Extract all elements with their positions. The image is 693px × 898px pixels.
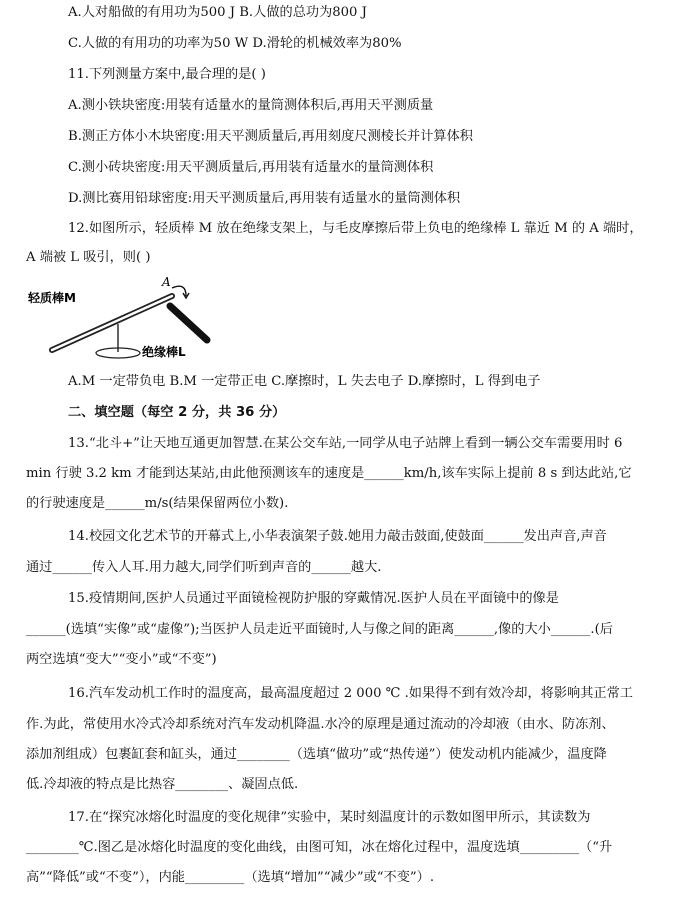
question-15-line2: ______(选填“实像”或“虚像”);当医护人员走近平面镜时,人与像之间的距离______,像的大小______.(后: [26, 622, 613, 637]
line-1: A.人对船做的有用功为500 J B.人做的总功为800 J: [68, 5, 367, 20]
question-14-line2: 通过______传入人耳.用力越大,同学们听到声音的______越大.: [26, 560, 382, 575]
question-16-line3: 添加剂组成）包裹缸套和缸头，通过________（选填“做功”或“热传递”）使发动机内能减少，温度降: [26, 747, 607, 762]
label-rod-l: 绝缘棒L: [142, 345, 186, 359]
electrostatics-figure: [22, 272, 232, 367]
section-heading: 二、填空题（每空 2 分，共 36 分）: [68, 405, 286, 420]
option-11b: B.测正方体小木块密度:用天平测质量后,再用刻度尺测棱长并计算体积: [68, 129, 473, 144]
question-15-line3: 两空选填“变大”“变小”或“不变”): [26, 652, 217, 667]
question-14: 14.校园文化艺术节的开幕式上,小华表演架子鼓.她用力敲击鼓面,使鼓面______发出声音,声音: [68, 529, 607, 544]
question-11: 11.下列测量方案中,最合理的是( ): [68, 67, 266, 82]
question-13: 13.“北斗+”让天地互通更加智慧.在某公交车站,一同学从电子站牌上看到一辆公交车需要用时 6: [68, 436, 623, 451]
question-16-line2: 作.为此，常使用水冷式冷却系统对汽车发动机降温.水冷的原理是通过流动的冷却液（由水、防冻剂、: [26, 717, 615, 732]
line-2: C.人做的有用功的功率为50 W D.滑轮的机械效率为80%: [68, 36, 402, 51]
question-17-line2: ________℃.图乙是冰熔化时温度的变化曲线，由图可知，冰在熔化过程中，温度选填_________（“升: [26, 840, 613, 855]
question-16: 16.汽车发动机工作时的温度高，最高温度超过 2 000 ℃ .如果得不到有效冷却，将影响其正常工: [68, 686, 633, 701]
question-15: 15.疫情期间,医护人员通过平面镜检视防护服的穿戴情况.医护人员在平面镜中的像是: [68, 591, 559, 606]
label-rod-m: 轻质棒M: [28, 291, 76, 305]
question-13-line3: 的行驶速度是______m/s(结果保留两位小数).: [26, 496, 289, 511]
question-17-line3: 高”“降低”或“不变”），内能_________（选填“增加”“减少”或“不变”）.: [26, 870, 435, 885]
insulating-rod-l: [170, 306, 207, 340]
option-11c: C.测小砖块密度:用天平测质量后,再用装有适量水的量筒测体积: [68, 160, 434, 175]
question-16-line4: 低.冷却液的特点是比热容________、凝固点低.: [26, 777, 299, 792]
option-11d: D.测比赛用铅球密度:用天平测质量后,再用装有适量水的量筒测体积: [68, 191, 461, 206]
question-12-cont: A 端被 L 吸引，则( ): [26, 250, 151, 265]
options-12: A.M 一定带负电 B.M 一定带正电 C.摩擦时，L 失去电子 D.摩擦时，L 得到电子: [68, 374, 541, 389]
label-end-a: A: [162, 275, 171, 289]
question-13-line2: min 行驶 3.2 km 才能到达某站,由此他预测该车的速度是______km/h,该车实际上提前 8 s 到达此站,它: [26, 466, 632, 481]
question-12: 12.如图所示，轻质棒 M 放在绝缘支架上，与毛皮摩擦后带上负电的绝缘棒 L 靠近 M 的 A 端时，: [68, 221, 643, 236]
question-17: 17.在“探究冰熔化时温度的变化规律”实验中，某时刻温度计的示数如图甲所示，其读数为: [68, 810, 591, 825]
option-11a: A.测小铁块密度:用装有适量水的量筒测体积后,再用天平测质量: [68, 98, 434, 113]
